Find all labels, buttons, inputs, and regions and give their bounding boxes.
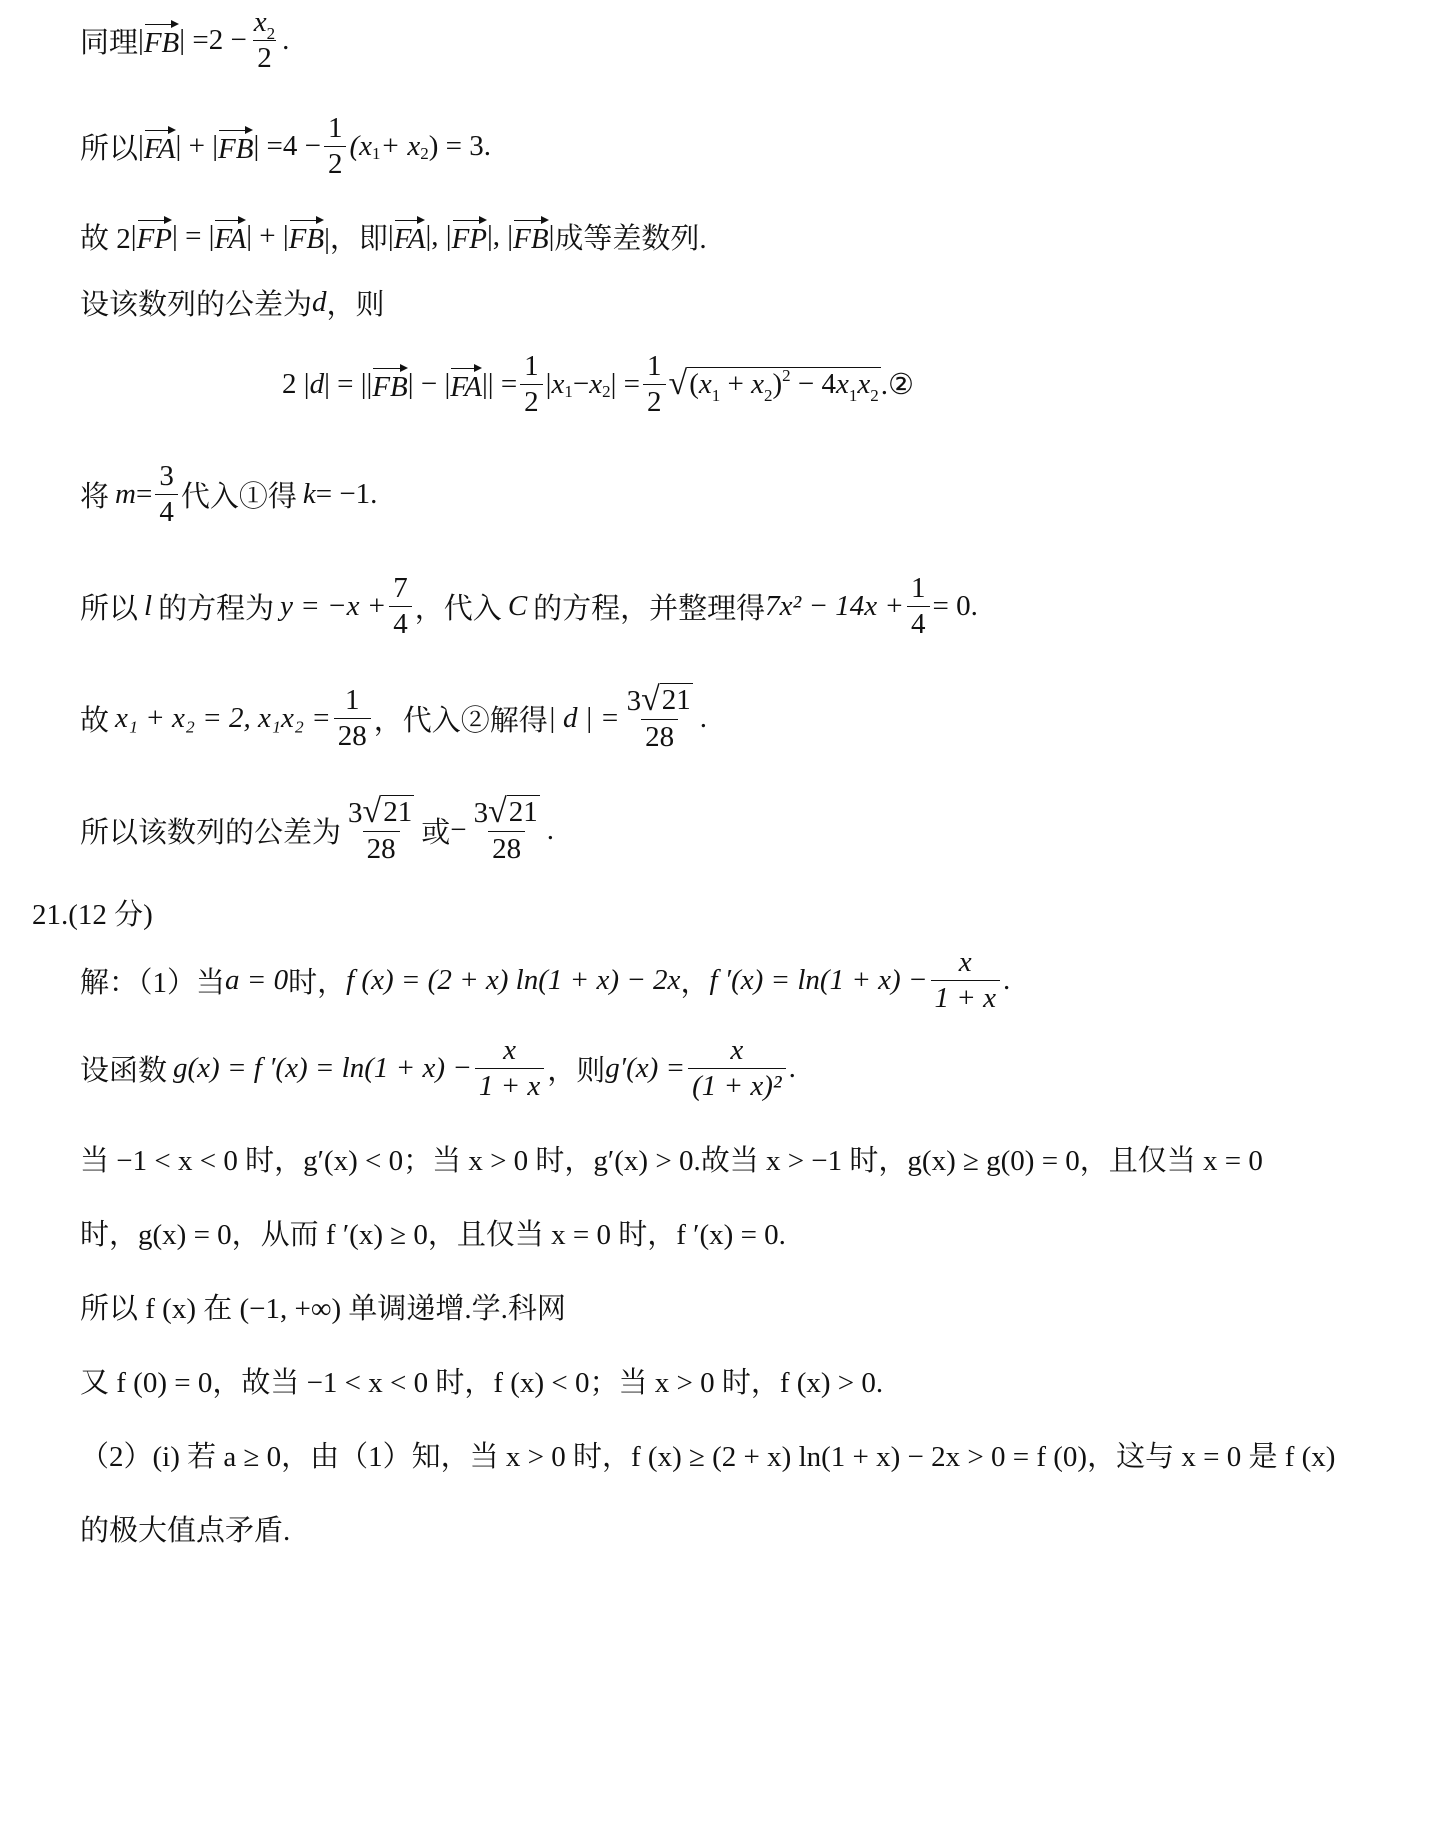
line-sign-of-g: 当 −1 < x < 0 时，g′(x) < 0；当 x > 0 时，g′(x) > 0.故当 x > −1 时，g(x) ≥ g(0) = 0，且仅当 x = 0 (80, 1144, 1263, 1177)
line-f-prime-nonneg: 时，g(x) = 0，从而 f ′(x) ≥ 0，且仅当 x = 0 时，f ′(x) = 0. (80, 1218, 786, 1251)
square-root: √ $(x_1 + x_2)^2 - 4x_1x_2$ (668, 365, 879, 405)
question-21-header: 21.(12 分) (32, 898, 153, 931)
vector-fb: FB (144, 21, 179, 60)
line-derivative-f: 解：（1）当 a = 0 时， f (x) = (2 + x) ln(1 + x) − 2x ， f ′(x) = ln(1 + x) − $\frac{x}{1 + x}$ . (80, 945, 1011, 1014)
line-vieta: 故 x₁ + x₂ = 2, x₁x₂ = $\frac{1}{28}$ ，代入②解得 | d | = 3 √ 21 28 . (80, 680, 707, 753)
line-monotone: 所以 f (x) 在 (−1, +∞) 单调递增.学.科网 (80, 1292, 566, 1325)
line-function-g: 设函数 g(x) = f ′(x) = ln(1 + x) − $\frac{x}{1 + x}$ ，则 g′(x) = $\frac{x}{\text{(1 + x)²}}$ . (80, 1033, 796, 1102)
formula-2-abs-d: 2 | d | = || FB | − | FA || = $\frac{1}{2}$ | x 1 − x 2 | = $\frac{1}{2}$ √ $(x_1 + x_2)^2 - 4x_1x_2$ .② (282, 349, 914, 418)
fraction: $\frac{x_2}{2}$ (253, 5, 276, 74)
line-sign-of-f: 又 f (0) = 0，故当 −1 < x < 0 时，f (x) < 0；当 x > 0 时，f (x) > 0. (80, 1366, 884, 1399)
line-sum-lengths: 所以 | FA | + | FB | = 4 − $\frac{1}{2}$ (x 1 + x 2 ) = 3. (80, 111, 491, 180)
line-fb-length: 同理 | FB | = 2 − $\frac{x_2}{2}$ . (80, 5, 290, 74)
line-part-2-case-i: （2）(i) 若 a ≥ 0，由（1）知，当 x > 0 时，f (x) ≥ (2 + x) ln(1 + x) − 2x > 0 = f (0)，这与 x = 0 是 f (x) (80, 1440, 1336, 1473)
fraction: $\frac{1}{2}$ (324, 112, 347, 181)
line-answer-difference: 所以该数列的公差为 3 √ 21 28 或 − 3 √ 21 28 . (80, 792, 554, 865)
line-common-difference: 设该数列的公差为 d ，则 (80, 285, 385, 321)
line-substitute-m: 将 m = $\frac{3}{4}$ 代入①得 k = −1. (80, 459, 378, 528)
line-arithmetic-sequence: 故 2 | FP | = | FA | + | FB |， 即 | FA |, | FP |, | FB | 成等差数列. (80, 216, 707, 256)
text: 2 − (208, 23, 247, 56)
text: 同理 (80, 26, 139, 59)
line-equation-of-l: 所以 l 的方程为 y = −x + $\frac{7}{4}$ ，代入 C 的方程，并整理得 7x² − 14x + $\frac{1}{4}$ = 0. (80, 571, 978, 640)
line-contradiction: 的极大值点矛盾. (80, 1514, 291, 1547)
